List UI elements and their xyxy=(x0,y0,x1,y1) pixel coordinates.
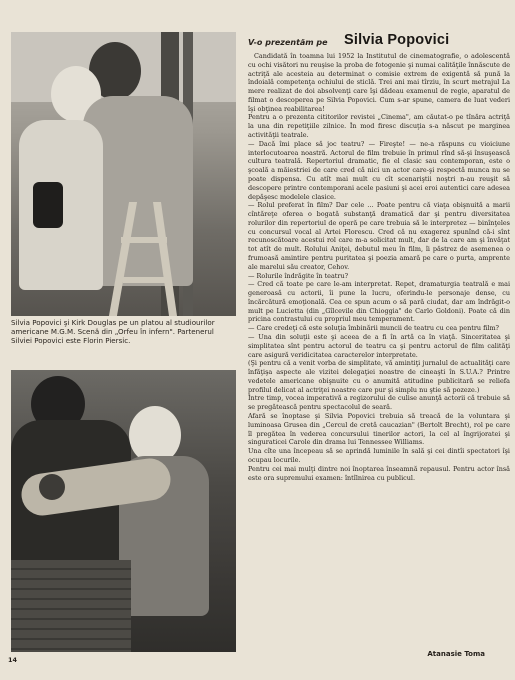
header-name: Silvia Popovici xyxy=(344,32,450,48)
article-paragraph: Între timp, vocea imperativă a regizorului de culise anunţă actorii că trebuie să se pregătească pentru spectacolul de seară. xyxy=(248,394,510,412)
article-paragraph: Pentru cei mai mulţi dintre noi înoptarea înseamnă repausul. Pentru actor însă este ora supremului examen: întîlnirea cu publicul. xyxy=(248,464,510,482)
article-paragraph: — Una din soluţii este şi aceea de a fi în artă ca în viaţă. Sinceritatea şi simplitatea sînt pentru actorul de teatru ca şi pentru actorul de film calităţi care asigură veridicitatea caracterelor interpretate. xyxy=(248,333,510,359)
article-paragraph: — Rolul preferat în film? Dar cele … Poate pentru că viaţa obişnuită a marii cîntăreţe oferea o bogată substanţă dramatică dar şi pentru diversitatea rolurilor din repertoriul de operă pe care trebuia să le interpretez — binînţeles cu concursul vocal al Artei Florescu. Cred că nu exagerez spunînd că-i sînt recunoscătoare acestui rol care m-a solicitat mult, dar de la care am şi învăţat tot atît de mult. Rolului Aniţei, debutul meu în film, îi păstrez de asemenea o frumoasă amintire pentru puritatea şi poezia amară pe care o purta, amprente ale marelui său creator, Cehov. xyxy=(248,201,510,271)
article-header xyxy=(248,32,508,50)
article-body xyxy=(248,52,510,650)
article-author: Atanasie Toma xyxy=(427,650,485,658)
article-paragraph: — Care credeţi că este soluţia îmbinării muncii de teatru cu cea pentru film? xyxy=(248,324,499,333)
article-paragraph: — Dacă îmi place să joc teatru? — Fireşte! — ne-a răspuns cu vioiciune interlocutoarea noastră. Actorul de film trebuie în primul rînd să-şi însuşească cultura teatrală. Repertoriul dramatic, fie el clasic sau contemporan, este o şcoală a măiestriei de care cred că nici un actor care-şi respectă munca nu se poate dispensa. Cu atît mai mult cu cît scenariştii noştri n-au reuşit să descopere printre contemporani acele pasiuni şi acei eroi autentici care adesea depăşesc modelele clasice. xyxy=(248,139,510,201)
photo-caption: Silvia Popovici şi Kirk Douglas pe un platou al studiourilor americane M.G.M. Scenă din „Orfeu în infern". Partenerul Silviei Popovici este Florin Piersic. xyxy=(11,318,215,346)
article-paragraph: — Rolurile îndrăgite în teatru? xyxy=(248,271,349,280)
article-paragraph: Afară se înoptase şi Silvia Popovici trebuia să treacă de la voluntara şi luminoasa Grusea din „Cercul de cretă caucazian" (Bertolt Brecht), rol pe care îl pregătea în vederea concursului tinerilor actori, la cel al îngrijoratei şi singuraticei Carole din drama lui Tennessee Williams. xyxy=(248,412,510,447)
photo-orfeu-in-infern-scene xyxy=(11,370,236,652)
page-number: 14 xyxy=(8,656,18,664)
article-paragraph: Candidată în toamna lui 1952 la Institutul de cinematografie, o adolescentă cu ochi visători nu reuşise la proba de fotogenie şi numai calităţile înnăscute de actriţă ale acesteia au determinat o comisie extrem de exigentă să pună la îndoială competenţa ochiului de sticlă. Trei ani mai tîrziu, în scurt metrajul La mere realizat de doi absolvenţi care îşi dădeau examenul de regie, aparatul de filmat o descoperea pe Silvia Popovici. Cum s-ar spune, camera de luat vederi îşi obţinea reabilitarea! xyxy=(248,52,510,113)
article-paragraph: Una cîte una începeau să se aprindă luminile în sală şi cei dintîi spectatori îşi ocupau locurile. xyxy=(248,447,510,464)
header-intro: V-o prezentăm pe xyxy=(248,38,328,47)
photo-silvia-kirk-douglas xyxy=(11,32,236,316)
article-paragraph: (Şi pentru că a venit vorba de simplitate, vă amintiţi jurnalul de actualităţi care înfăţişa aspecte ale vizitei delegaţiei noastre de cineaşti în S.U.A.? Printre vedetele americane obişnuite cu o anumită atitudine publicitară se reliefa profilul delicat al actriţei noastre care pur şi simplu nu ştie să pozeze.) xyxy=(248,359,510,394)
article-paragraph: Pentru a o prezenta cititorilor revistei „Cinema", am căutat-o pe tînăra actriţă la una din repetiţiile zilnice. În mod firesc discuţia s-a născut pe marginea activităţii teatrale. xyxy=(248,113,510,140)
article-paragraph: — Cred că toate pe care le-am interpretat. Repet, dramaturgia teatrală e mai generoasă cu actorii, îi pune la lucru, oferindu-le personaje dense, cu încărcătură emoţională. Cea ce spun acum o să pară ciudat, dar am îndrăgit-o mult pe Lucietta (din „Gîlcevile din Chioggia" de Carlo Goldoni). Poate că din pricina contrastului cu propriul meu temperament. xyxy=(248,280,510,324)
